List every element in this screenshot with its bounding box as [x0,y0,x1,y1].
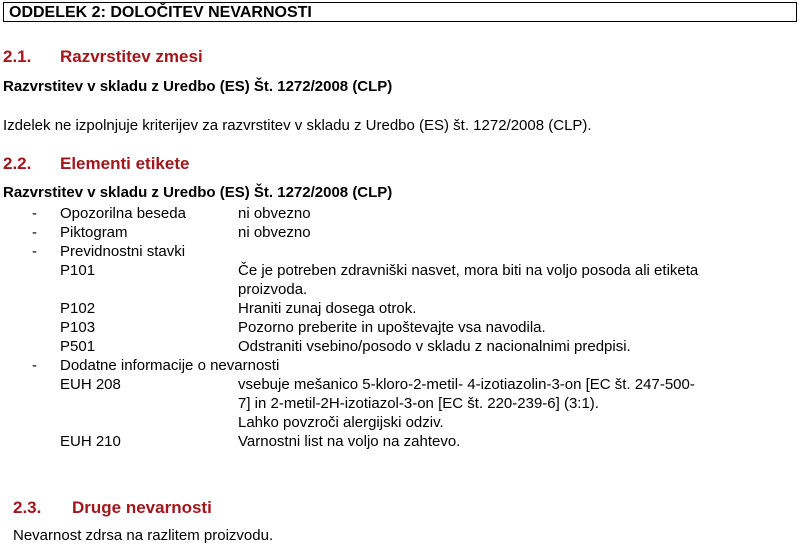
bullet-dash: - [32,224,37,241]
section-title: ODDELEK 2: DOLOČITEV NEVARNOSTI [3,2,797,22]
section-2-1-subheading: Razvrstitev v skladu z Uredbo (ES) Št. 1272/2008 (CLP) [3,78,393,95]
section-2-2-title: Elementi etikete [60,154,190,173]
p101-text-line2: proizvoda. [238,281,308,298]
p103-text: Pozorno preberite in upoštevajte vsa navodila. [238,319,546,336]
section-2-3-text: Nevarnost zdrsa na razlitem proizvodu. [13,527,274,544]
precaution-label: Previdnostni stavki [60,243,186,260]
section-2-1-number: 2.1. [3,47,32,66]
euh210-code: EUH 210 [60,433,121,450]
euh208-code: EUH 208 [60,376,121,393]
bullet-dash: - [32,205,37,222]
euh208-text-line2: 7] in 2-metil-2H-izotiazol-3-on [EC št. 220-239-6] (3:1). [238,395,599,412]
signal-word-value: ni obvezno [238,205,311,222]
section-2-1-text: Izdelek ne izpolnjuje kriterijev za razvrstitev v skladu z Uredbo (ES) št. 1272/2008 (CLP). [3,117,592,134]
bullet-dash: - [32,357,37,374]
section-2-1-title: Razvrstitev zmesi [60,47,203,66]
pictogram-value: ni obvezno [238,224,311,241]
bullet-dash: - [32,243,37,260]
section-2-2-number: 2.2. [3,154,32,173]
euh208-text-line1: vsebuje mešanico 5-kloro-2-metil- 4-izotiazolin-3-on [EC št. 247-500- [238,376,695,393]
p501-code: P501 [60,338,96,355]
extra-hazard-label: Dodatne informacije o nevarnosti [60,357,280,374]
euh208-text-line3: Lahko povzroči alergijski odziv. [238,414,444,431]
signal-word-label: Opozorilna beseda [60,205,186,222]
p501-text: Odstraniti vsebino/posodo v skladu z nacionalnimi predpisi. [238,338,631,355]
p102-code: P102 [60,300,96,317]
section-2-3-number: 2.3. [13,498,42,517]
pictogram-label: Piktogram [60,224,128,241]
section-2-3-title: Druge nevarnosti [72,498,212,517]
p102-text: Hraniti zunaj dosega otrok. [238,300,417,317]
p103-code: P103 [60,319,96,336]
euh210-text: Varnostni list na voljo na zahtevo. [238,433,461,450]
section-2-2-subheading: Razvrstitev v skladu z Uredbo (ES) Št. 1272/2008 (CLP) [3,184,393,201]
p101-text-line1: Če je potreben zdravniški nasvet, mora biti na voljo posoda ali etiketa [238,262,699,279]
p101-code: P101 [60,262,96,279]
